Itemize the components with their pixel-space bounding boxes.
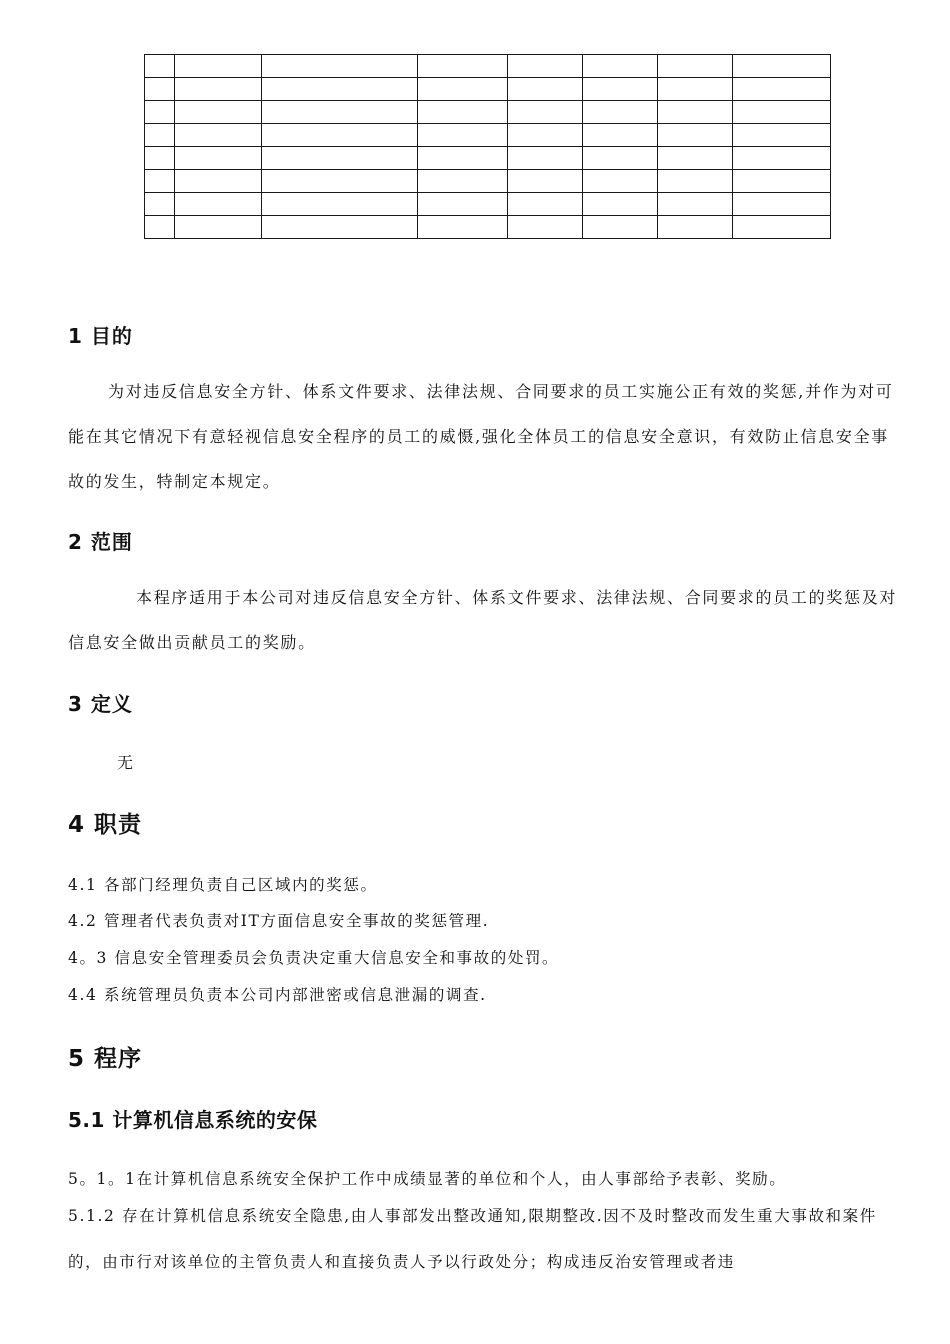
responsibility-item: 4。3 信息安全管理委员会负责决定重大信息安全和事故的处罚。: [68, 949, 560, 967]
responsibility-item: 4.4 系统管理员负责本公司内部泄密或信息泄漏的调查.: [68, 986, 487, 1004]
table-cell: [583, 147, 658, 170]
table-cell: [508, 101, 583, 124]
table-cell: [733, 101, 831, 124]
table-cell: [658, 55, 733, 78]
responsibility-item: 4.2 管理者代表负责对IT方面信息安全事故的奖惩管理.: [68, 912, 490, 930]
table-cell: [583, 78, 658, 101]
procedure-5-1-1: 5。1。1在计算机信息系统安全保护工作中成绩显著的单位和个人，由人事部给予表彰、奖励。: [68, 1170, 787, 1188]
table-cell: [658, 170, 733, 193]
scope-paragraph: 本程序适用于本公司对违反信息安全方针、体系文件要求、法律法规、合同要求的员工的奖惩及对信息安全做出贡献员工的奖励。: [68, 588, 898, 652]
heading-procedure: 5 程序: [68, 1046, 143, 1072]
table-cell: [583, 124, 658, 147]
table-row: [145, 147, 831, 170]
table-row: [145, 193, 831, 216]
revision-table: [144, 54, 831, 239]
table-cell: [418, 101, 508, 124]
table-cell: [418, 216, 508, 239]
table-cell: [508, 124, 583, 147]
responsibility-item: 4.1 各部门经理负责自己区域内的奖惩。: [68, 876, 378, 894]
table-cell: [733, 55, 831, 78]
table-cell: [145, 216, 175, 239]
table-cell: [262, 55, 418, 78]
table-cell: [175, 147, 262, 170]
table-cell: [262, 78, 418, 101]
table-cell: [145, 55, 175, 78]
table-cell: [583, 216, 658, 239]
table-cell: [418, 147, 508, 170]
table-cell: [145, 193, 175, 216]
table-cell: [583, 193, 658, 216]
heading-responsibilities: 4 职责: [68, 812, 143, 838]
table-cell: [658, 147, 733, 170]
table-cell: [418, 55, 508, 78]
table-row: [145, 55, 831, 78]
table-cell: [733, 124, 831, 147]
table-cell: [733, 170, 831, 193]
table-cell: [418, 124, 508, 147]
table-cell: [145, 147, 175, 170]
table-cell: [145, 170, 175, 193]
table-cell: [418, 78, 508, 101]
table-row: [145, 124, 831, 147]
table-cell: [583, 55, 658, 78]
table-cell: [733, 147, 831, 170]
table-cell: [418, 193, 508, 216]
procedure-5-1-2: 5.1.2 存在计算机信息系统安全隐患,由人事部发出整改通知,限期整改.因不及时整改而发生重大事故和案件的，由市行对该单位的主管负责人和直接负责人予以行政处分；构成违反治安管理或者违: [68, 1207, 877, 1271]
table-cell: [733, 216, 831, 239]
table-cell: [262, 193, 418, 216]
table-row: [145, 216, 831, 239]
table-cell: [658, 216, 733, 239]
table-cell: [508, 193, 583, 216]
heading-5-1: 5.1 计算机信息系统的安保: [68, 1108, 318, 1132]
table-cell: [508, 170, 583, 193]
heading-scope: 2 范围: [68, 530, 133, 554]
table-cell: [262, 216, 418, 239]
table-cell: [418, 170, 508, 193]
table-cell: [175, 124, 262, 147]
table-cell: [262, 147, 418, 170]
table-cell: [175, 170, 262, 193]
table-cell: [658, 101, 733, 124]
table-cell: [175, 78, 262, 101]
table-cell: [658, 78, 733, 101]
table-cell: [658, 124, 733, 147]
table-cell: [733, 193, 831, 216]
table-cell: [145, 124, 175, 147]
table-cell: [733, 78, 831, 101]
table-cell: [175, 55, 262, 78]
heading-definitions: 3 定义: [68, 692, 133, 716]
table-cell: [658, 193, 733, 216]
definitions-text: 无: [117, 753, 135, 772]
table-row: [145, 78, 831, 101]
table-cell: [508, 216, 583, 239]
table-row: [145, 170, 831, 193]
table-cell: [262, 101, 418, 124]
table-row: [145, 101, 831, 124]
table-cell: [145, 101, 175, 124]
table-cell: [262, 124, 418, 147]
table-cell: [175, 193, 262, 216]
table-cell: [583, 101, 658, 124]
table-cell: [175, 216, 262, 239]
table-cell: [175, 101, 262, 124]
heading-purpose: 1 目的: [68, 324, 133, 348]
table-cell: [508, 147, 583, 170]
purpose-paragraph: 为对违反信息安全方针、体系文件要求、法律法规、合同要求的员工实施公正有效的奖惩,并作为对可能在其它情况下有意轻视信息安全程序的员工的威慑,强化全体员工的信息安全意识，有效防止信息安全事故的发生，特制定本规定。: [68, 382, 894, 491]
table-cell: [508, 55, 583, 78]
table-cell: [508, 78, 583, 101]
table-cell: [583, 170, 658, 193]
table-cell: [262, 170, 418, 193]
table-cell: [145, 78, 175, 101]
